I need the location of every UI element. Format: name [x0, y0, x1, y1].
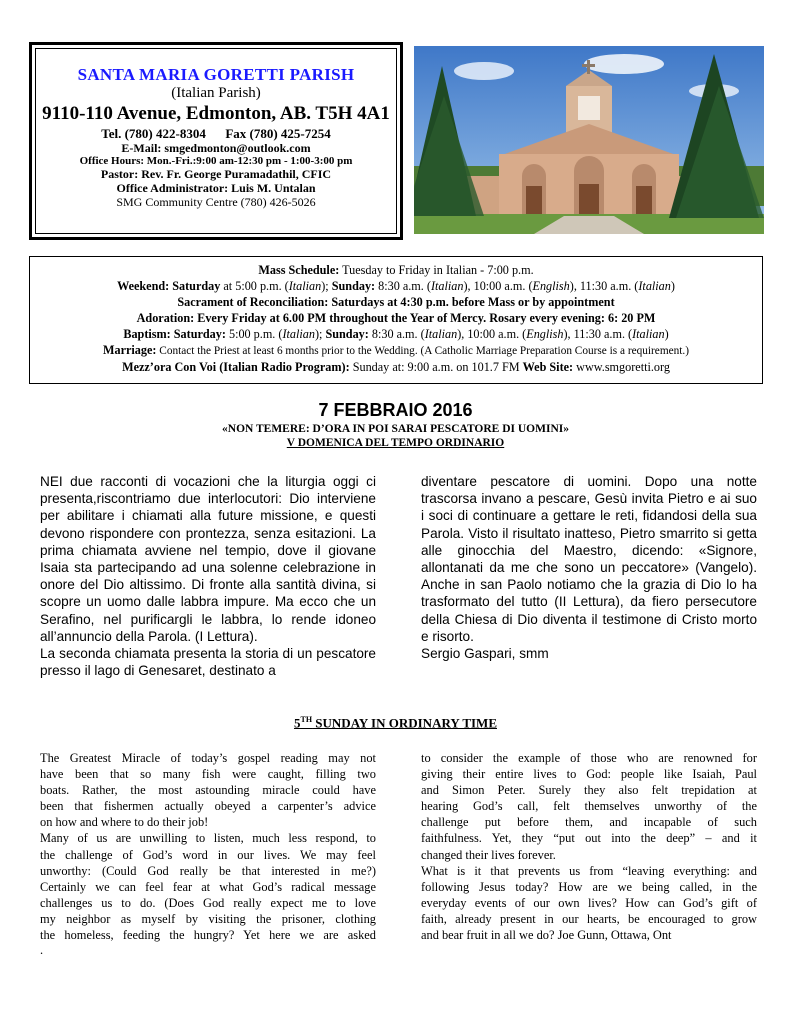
- english-line: been that fishermen actually obeyed a carpenter’s advice: [40, 799, 376, 814]
- website-label: Web Site:: [522, 360, 574, 374]
- radio-line: [30, 359, 762, 375]
- italian-paragraph: La seconda chiamata presenta la storia di un pescatore presso il lago di Genesaret, destinato a: [40, 646, 376, 679]
- church-photo: [414, 46, 764, 234]
- weekend-sat-time: at 5:00 p.m. (: [220, 279, 289, 293]
- pastor: Pastor: Rev. Fr. George Puramadathil, CFIC: [100, 167, 332, 182]
- italian-paragraph: NEI due racconti di vocazioni che la liturgia oggi ci presenta,riscontriamo due interlocutori: Dio interviene per abilitare i chiamati alla future missione, e questi devono rispondere con prontezza, senza esitazioni. La prima chiamata avviene nel tempio, dove il giovane Isaia sta partecipando ad una solenne celebrazione in onore del Dio altissimo. Di fronte alla santità divina, si scopre un uomo dalle labbra impure. Ma ecco che un Serafino, nel purificargli le labbra, lo rende idoneo all’annuncio della Parola. (I Lettura).: [40, 474, 376, 644]
- separator: );: [314, 327, 326, 341]
- website-link[interactable]: www.smgoretti.org: [573, 360, 670, 374]
- sunday-time-3: ), 11:30 a.m. (: [569, 279, 639, 293]
- english-line: challenges us to do. (Does God really expect me to love: [40, 895, 376, 910]
- lang-english: English: [532, 279, 570, 293]
- lang-italian: Italian: [638, 279, 671, 293]
- close-paren: ): [670, 279, 675, 293]
- title-text: SUNDAY IN ORDINARY TIME: [312, 715, 497, 731]
- community-centre: SMG Community Centre (780) 426-5026: [116, 194, 316, 209]
- italian-sunday-title: V DOMENICA DEL TEMPO ORDINARIO: [286, 437, 505, 449]
- english-line: following Jesus today? How are we being called, in the: [421, 879, 757, 894]
- english-line: challenge put before them, and incapable of such: [421, 815, 757, 830]
- baptism-label: Baptism: Saturday:: [123, 327, 226, 341]
- close-paren: ): [664, 327, 669, 341]
- parish-name: SANTA MARIA GORETTI PARISH: [77, 65, 355, 84]
- marriage-text: Contact the Priest at least 6 months prior to the Wedding. (A Catholic Marriage Preparation Course is a requirement.): [156, 345, 689, 357]
- english-line: boats. Rather, the most astounding miracle could have: [40, 783, 376, 798]
- reconciliation-line: [30, 294, 762, 310]
- english-line: Certainly we can feel fear at what God’s radical message: [40, 879, 376, 894]
- trailing-dot: .: [40, 943, 44, 957]
- parish-subtitle: (Italian Parish): [171, 84, 261, 101]
- parish-header-box: [29, 42, 403, 240]
- english-line: Many of us are unwilling to listen, much less respond, to: [40, 831, 376, 846]
- english-line: changed their lives forever.: [421, 847, 556, 862]
- parish-address: 9110-110 Avenue, Edmonton, AB. T5H 4A1: [42, 102, 390, 124]
- sunday-time-2: ), 10:00 a.m. (: [457, 327, 527, 341]
- english-line: and Simon Peter. Surely they also felt trepidation at: [421, 783, 757, 798]
- english-line: to consider the example of those who are renowned for: [421, 751, 757, 765]
- separator: );: [321, 279, 332, 293]
- office-hours: Office Hours: Mon.-Fri.:9:00 am-12:30 pm - 1:00-3:00 pm: [79, 155, 353, 168]
- lang-italian: Italian: [288, 279, 322, 293]
- english-line: have been that so many fish were caught, filling two: [40, 767, 376, 782]
- italian-author: Sergio Gaspari, smm: [421, 646, 549, 662]
- parish-phone-fax: Tel. (780) 422-8304 Fax (780) 425-7254: [101, 125, 331, 141]
- baptism-line: [30, 326, 762, 342]
- weekend-line: [30, 278, 762, 294]
- weekend-label: Weekend: Saturday: [117, 279, 221, 293]
- english-sunday-title: [0, 715, 791, 731]
- english-line: unworthy: (Could God really be that interested in me?): [40, 863, 376, 878]
- italian-paragraph: diventare pescatore di uomini. Dopo una notte trascorsa invano a pescare, Gesù invita Pietro e ai suo i soci di continuare a gettare le reti, fidandosi della sua Parola. Visto il risultato inatteso, Pietro smarrito si getta alle ginocchia del Maestro, dicendo: «Signore, allontanati da me che sono un peccatore» (Vangelo). Anche in san Paolo notiamo che la grazia di Dio lo ha trasformato del tutto (II Lettura), da fiero persecutore della Chiesa di Dio diventa il testimone di Cristo morto e risorto.: [421, 474, 757, 644]
- parish-header-inner: [35, 48, 397, 234]
- reconciliation-text: Sacrament of Reconciliation: Saturdays at 4:30 p.m. before Mass or by appointment: [177, 295, 615, 309]
- bulletin-date: 7 FEBBRAIO 2016: [318, 400, 473, 420]
- italian-gospel-theme: «NON TEMERE: D’ORA IN POI SARAI PESCATORE DI UOMINI»: [222, 423, 569, 435]
- english-line: my neighbor as myself by visiting the prisoner, clothing: [40, 911, 376, 926]
- title-ordinal: TH: [300, 715, 313, 724]
- english-column-left: [40, 750, 376, 943]
- parish-email: E-Mail: smgedmonton@outlook.com: [121, 140, 311, 155]
- english-line: and bear fruit in all we do? Joe Gunn, Ottawa, Ont: [421, 928, 672, 943]
- marriage-line: [30, 342, 762, 359]
- italian-column-left: [40, 473, 376, 679]
- lang-english: English: [526, 327, 564, 341]
- lang-italian: Italian: [424, 327, 458, 341]
- adoration-line: [30, 310, 762, 326]
- radio-text: Sunday at: 9:00 a.m. on 101.7 FM: [349, 360, 523, 374]
- sunday-time-1: 8:30 a.m. (: [375, 279, 431, 293]
- english-line: the challenge of God’s word in our lives. We may feel: [40, 847, 376, 862]
- lang-italian: Italian: [282, 327, 315, 341]
- mass-schedule-text: Tuesday to Friday in Italian - 7:00 p.m.: [339, 263, 534, 277]
- sunday-label: Sunday:: [331, 279, 376, 293]
- adoration-text: Adoration: Every Friday at 6.00 PM throughout the Year of Mercy. Rosary every evening: 6: 20 PM: [136, 311, 656, 325]
- lang-italian: Italian: [632, 327, 665, 341]
- english-line: What is it that prevents us from “leaving everything: and: [421, 863, 757, 878]
- english-line: The Greatest Miracle of today’s gospel reading may not: [40, 751, 376, 765]
- english-line: giving their entire lives to God: people like Isaiah, Paul: [421, 767, 757, 782]
- english-line: faithfulness. Yet, they “put out into the deep” – and it: [421, 831, 757, 846]
- english-line: hearing God’s call, felt themselves unworthy of the: [421, 799, 757, 814]
- english-line: on how and where to do their job!: [40, 815, 209, 830]
- english-line: everyday events of our own lives? How can God’s gift of: [421, 895, 757, 910]
- italian-column-right: [421, 473, 757, 662]
- sunday-time-1: 8:30 a.m. (: [368, 327, 425, 341]
- english-line: faith, already present in our hearts, be encouraged to grow: [421, 911, 757, 926]
- title-number: 5: [293, 715, 301, 731]
- office-administrator: Office Administrator: Luis M. Untalan: [116, 180, 316, 195]
- english-column-right: [421, 750, 757, 943]
- sunday-time-2: ), 10:00 a.m. (: [463, 279, 533, 293]
- mass-schedule-box: [29, 256, 763, 384]
- sunday-label: Sunday:: [325, 327, 369, 341]
- mass-schedule-label: Mass Schedule:: [258, 263, 340, 277]
- baptism-sat-time: 5:00 p.m. (: [225, 327, 283, 341]
- church-illustration: [414, 46, 764, 234]
- marriage-label: Marriage:: [103, 343, 157, 357]
- english-line: the homeless, feeding the hungry? Yet here we are asked: [40, 928, 376, 943]
- radio-label: Mezz’ora Con Voi (Italian Radio Program):: [122, 360, 350, 374]
- sunday-time-3: ), 11:30 a.m. (: [563, 327, 633, 341]
- lang-italian: Italian: [430, 279, 464, 293]
- mass-schedule-line: [30, 262, 762, 278]
